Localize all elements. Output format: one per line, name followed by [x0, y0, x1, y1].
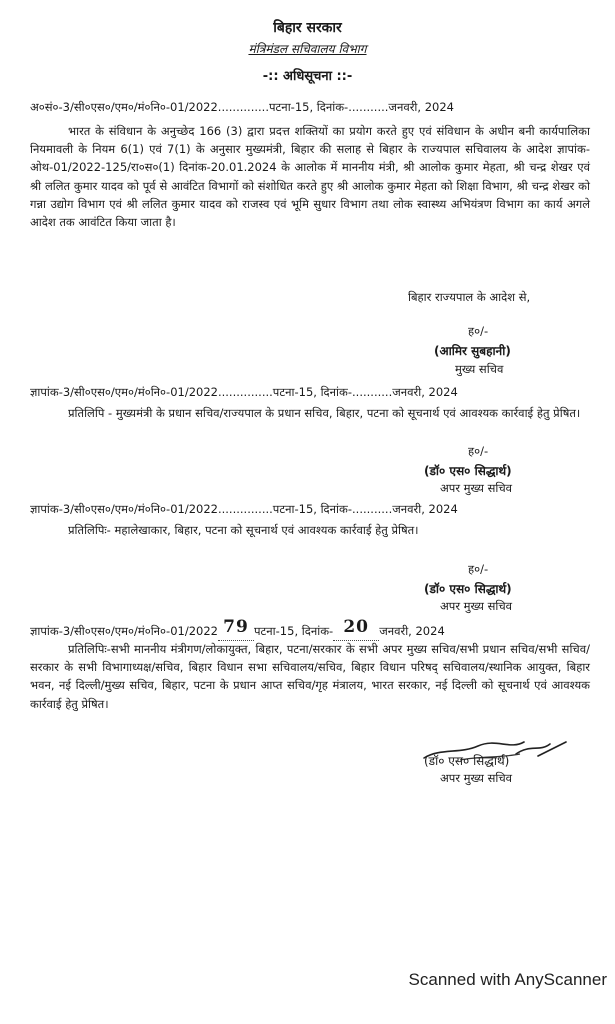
signatory-name: (आमिर सुबहानी) — [434, 344, 511, 358]
governor-order-line: बिहार राज्यपाल के आदेश से, — [408, 290, 531, 304]
notification-body: भारत के संविधान के अनुच्छेद 166 (3) द्वारा प्रदत्त शक्तियों का प्रयोग करते हुए एवं संविधान के अधीन बनी कार्यपालिका नियमावली के नियम 6(1) एवं 7(1) के अनुसार मुख्यमंत्री, बिहार की सलाह से बिहार के राज्यपाल सचिवालय के आदेश ज्ञापांक-ओथ-01/2022-125/रा०स०(1) दिनांक-20.01.2024 के आलोक में माननीय मंत्री, श्री आलोक कुमार मेहता, श्री चन्द्र शेखर एवं श्री ललित कुमार यादव को पूर्व से आवंटित विभागों को संशोधित करते हुए श्री आलोक कुमार मेहता को शिक्षा विभाग, श्री चन्द्र शेखर को गन्ना उद्योग विभाग एवं श्री ललित कुमार यादव को राजस्व एवं भूमि सुधार विभाग तथा लोक स्वास्थ्य अभियंत्रण विभाग का कार्य अगले आदेश तक आवंटित किया जाता है। — [30, 124, 590, 230]
handwritten-date: 20 — [343, 617, 370, 637]
signatory-designation: मुख्य सचिव — [455, 362, 504, 376]
copy2-body: प्रतिलिपिः- महालेखाकार, बिहार, पटना को सूचनार्थ एवं आवश्यक कार्रवाई हेतु प्रेषित। — [68, 523, 419, 537]
signature-sd: ह०/- — [468, 324, 489, 338]
copy2-signatory-name: (डॉ० एस० सिद्धार्थ) — [424, 582, 512, 596]
copy2-reference: ज्ञापांक-3/सी०एस०/एम०/मं०नि०-01/2022...............पटना-15, दिनांक-...........जनवरी, 2024 — [30, 502, 458, 516]
copy3-designation: अपर मुख्य सचिव — [440, 771, 513, 785]
department-title: मंत्रिमंडल सचिवालय विभाग — [248, 42, 367, 56]
copy1-reference: ज्ञापांक-3/सी०एस०/एम०/मं०नि०-01/2022...............पटना-15, दिनांक-...........जनवरी, 2024 — [30, 385, 458, 399]
government-title: बिहार सरकार — [273, 20, 342, 36]
scanner-watermark: Scanned with AnyScanner — [408, 970, 607, 989]
notice-heading: -:: अधिसूचना ::- — [262, 69, 353, 84]
copy1-designation: अपर मुख्य सचिव — [440, 481, 513, 495]
copy3-reference: ज्ञापांक-3/सी०एस०/एम०/मं०नि०-01/2022 79 पटना-15, दिनांक- 20 जनवरी, 2024 — [30, 620, 445, 641]
copy3-signatory-name: (डॉ० एस० सिद्धार्थ) — [424, 754, 510, 768]
copy3-body: प्रतिलिपिः-सभी माननीय मंत्रीगण/लोकायुक्त, बिहार, पटना/सरकार के सभी अपर मुख्य सचिव/सभी प्रधान सचिव/सभी सचिव/सरकार के सभी विभागाध्यक्ष/सचिव, बिहार विधान सभा सचिवालय/सचिव, बिहार विधान परिषद् सचिवालय/स्थानिक आयुक्त, बिहार भवन, नई दिल्ली/मुख्य सचिव, बिहार, पटना के प्रधान आप्त सचिव/गृह मंत्रालय, भारत सरकार, नई दिल्ली को सूचनार्थ एवं आवश्यक कार्रवाई हेतु प्रेषित। — [30, 642, 590, 711]
copy2-designation: अपर मुख्य सचिव — [440, 599, 513, 613]
copy1-sd: ह०/- — [468, 444, 489, 458]
notification-reference: अ०सं०-3/सी०एस०/एम०/मं०नि०-01/2022..............पटना-15, दिनांक-...........जनवरी, 2024 — [30, 100, 454, 114]
handwritten-memo-number: 79 — [223, 617, 249, 637]
copy1-body: प्रतिलिपि - मुख्यमंत्री के प्रधान सचिव/राज्यपाल के प्रधान सचिव, बिहार, पटना को सूचनार्थ एवं आवश्यक कार्रवाई हेतु प्रेषित। — [68, 406, 581, 420]
ref-number: अ०सं०-3/सी०एस०/एम०/मं०नि०-01/2022... — [30, 100, 229, 114]
copy1-signatory-name: (डॉ० एस० सिद्धार्थ) — [424, 464, 512, 478]
copy2-sd: ह०/- — [468, 562, 489, 576]
